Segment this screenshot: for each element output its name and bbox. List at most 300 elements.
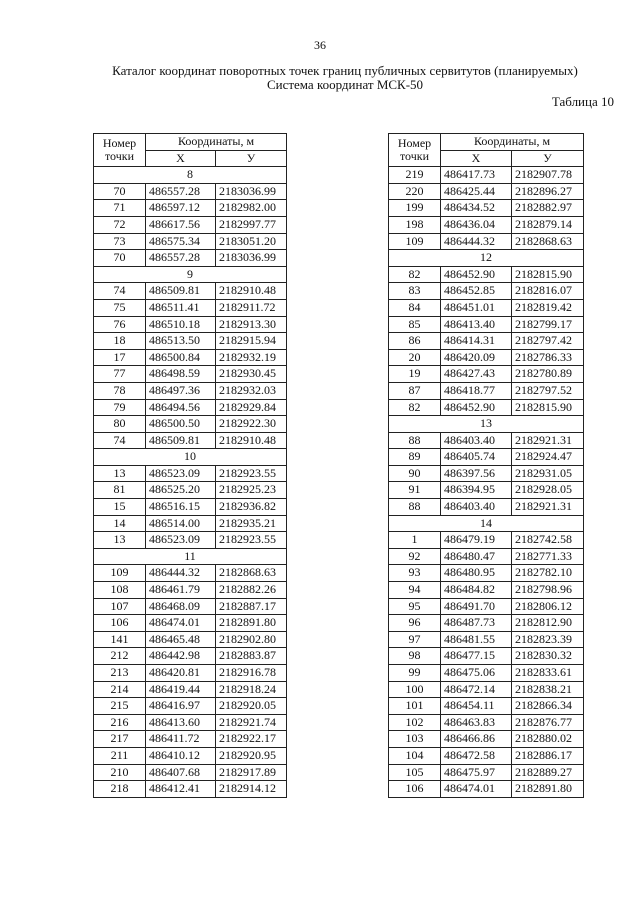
y-coordinate: 2182920.95 [216,747,287,764]
point-number: 85 [389,316,441,333]
table-row [94,233,287,250]
point-number: 86 [389,333,441,350]
x-coordinate: 486523.09 [146,465,216,482]
x-coordinate: 486451.01 [441,299,512,316]
table-row [389,781,584,798]
point-number: 211 [94,747,146,764]
y-coordinate: 2182883.87 [216,648,287,665]
point-number: 94 [389,582,441,599]
table-row [94,382,287,399]
y-coordinate: 2182798.96 [512,582,584,599]
table-row [94,582,287,599]
table-row [389,698,584,715]
x-coordinate: 486472.58 [441,747,512,764]
y-header: У [216,150,287,167]
point-number: 82 [389,266,441,283]
y-coordinate: 2182876.77 [512,714,584,731]
point-number: 109 [94,565,146,582]
point-number: 109 [389,233,441,250]
point-number: 216 [94,714,146,731]
point-number: 76 [94,316,146,333]
table-row [94,532,287,549]
point-number: 89 [389,449,441,466]
y-coordinate: 2182866.34 [512,698,584,715]
y-coordinate: 2182935.21 [216,515,287,532]
x-coordinate: 486494.56 [146,399,216,416]
point-number: 81 [94,482,146,499]
point-number-header-line2: точки [399,149,430,164]
section-number: 12 [389,250,584,267]
point-number: 103 [389,731,441,748]
point-number: 77 [94,366,146,383]
y-coordinate: 2182936.82 [216,499,287,516]
y-coordinate: 2182891.80 [512,781,584,798]
x-coordinate: 486516.15 [146,499,216,516]
table-row [94,499,287,516]
table-row [94,333,287,350]
point-number: 95 [389,598,441,615]
point-number: 219 [389,167,441,184]
x-coordinate: 486463.83 [441,714,512,731]
x-coordinate: 486500.84 [146,349,216,366]
y-coordinate: 2182742.58 [512,532,584,549]
y-coordinate: 2182920.05 [216,698,287,715]
y-coordinate: 2182930.45 [216,366,287,383]
table-row [389,283,584,300]
x-coordinate: 486525.20 [146,482,216,499]
table-row [94,764,287,781]
table-row [389,764,584,781]
table-row [94,615,287,632]
y-coordinate: 2182910.48 [216,432,287,449]
x-coordinate: 486481.55 [441,631,512,648]
x-coordinate: 486511.41 [146,299,216,316]
point-number: 17 [94,349,146,366]
y-coordinate: 2182982.00 [216,200,287,217]
point-number: 213 [94,665,146,682]
x-coordinate: 486477.15 [441,648,512,665]
table-row [389,233,584,250]
y-coordinate: 2182911.72 [216,299,287,316]
table-row [94,216,287,233]
y-coordinate: 2182931.05 [512,465,584,482]
x-coordinate: 486475.06 [441,665,512,682]
table-row [389,316,584,333]
x-coordinate: 486427.43 [441,366,512,383]
x-coordinate: 486475.97 [441,764,512,781]
x-coordinate: 486500.50 [146,416,216,433]
point-number: 199 [389,200,441,217]
point-number: 88 [389,432,441,449]
table-row [389,548,584,565]
x-coordinate: 486498.59 [146,366,216,383]
table-row [94,250,287,267]
table-row [389,631,584,648]
table-row [389,465,584,482]
point-number: 92 [389,548,441,565]
table-row [94,747,287,764]
table-row [389,681,584,698]
point-number: 100 [389,681,441,698]
y-coordinate: 2182922.30 [216,416,287,433]
table-row [94,432,287,449]
x-coordinate: 486465.48 [146,631,216,648]
x-coordinate: 486416.97 [146,698,216,715]
x-coordinate: 486468.09 [146,598,216,615]
section-number: 10 [94,449,287,466]
point-number: 220 [389,183,441,200]
x-coordinate: 486491.70 [441,598,512,615]
table-row [389,665,584,682]
section-number: 14 [389,515,584,532]
x-header: X [146,150,216,167]
table-row [94,681,287,698]
x-coordinate: 486597.12 [146,200,216,217]
point-number-header [389,134,441,167]
table-row [389,598,584,615]
y-coordinate: 2182891.80 [216,615,287,632]
x-coordinate: 486487.73 [441,615,512,632]
section-row [389,416,584,433]
x-coordinate: 486411.72 [146,731,216,748]
coordinates-table-right [388,133,584,798]
point-number: 19 [389,366,441,383]
table-row [94,698,287,715]
x-coordinate: 486410.12 [146,747,216,764]
x-coordinate: 486403.40 [441,432,512,449]
x-coordinate: 486480.47 [441,548,512,565]
point-number-header-line2: точки [104,149,135,164]
coordinates-table-left [93,133,287,798]
title-line-1: Каталог координат поворотных точек границ публичных сервитутов (планируемых) [112,63,578,78]
table-row [389,482,584,499]
x-coordinate: 486434.52 [441,200,512,217]
x-coordinate: 486442.98 [146,648,216,665]
y-coordinate: 2182882.26 [216,582,287,599]
y-coordinate: 2182887.17 [216,598,287,615]
table-row [94,200,287,217]
table-row [389,200,584,217]
table-row [94,283,287,300]
y-coordinate: 2182922.17 [216,731,287,748]
point-number: 18 [94,333,146,350]
x-coordinate: 486454.11 [441,698,512,715]
point-number: 91 [389,482,441,499]
x-coordinate: 486418.77 [441,382,512,399]
y-coordinate: 2182879.14 [512,216,584,233]
x-coordinate: 486425.44 [441,183,512,200]
y-coordinate: 2182806.12 [512,598,584,615]
y-coordinate: 2182889.27 [512,764,584,781]
x-coordinate: 486575.34 [146,233,216,250]
x-coordinate: 486510.18 [146,316,216,333]
y-coordinate: 2182924.47 [512,449,584,466]
y-coordinate: 2182830.32 [512,648,584,665]
x-coordinate: 486557.28 [146,183,216,200]
y-coordinate: 2182917.89 [216,764,287,781]
table-row [94,366,287,383]
point-number: 105 [389,764,441,781]
table-row [389,615,584,632]
point-number: 70 [94,183,146,200]
x-coordinate: 486397.56 [441,465,512,482]
table-row [94,299,287,316]
point-number: 217 [94,731,146,748]
table-row [389,499,584,516]
table-row [94,781,287,798]
table-row [389,366,584,383]
point-number: 93 [389,565,441,582]
x-coordinate: 486444.32 [441,233,512,250]
x-coordinate: 486407.68 [146,764,216,781]
y-coordinate: 2182914.12 [216,781,287,798]
table-row [94,465,287,482]
table-row [94,631,287,648]
point-number: 97 [389,631,441,648]
table-row [389,565,584,582]
y-coordinate: 2182886.17 [512,747,584,764]
x-coordinate: 486484.82 [441,582,512,599]
point-number: 212 [94,648,146,665]
point-number: 75 [94,299,146,316]
y-coordinate: 2182925.23 [216,482,287,499]
y-coordinate: 2182823.39 [512,631,584,648]
y-coordinate: 2182997.77 [216,216,287,233]
table-row [389,714,584,731]
table-row [94,648,287,665]
x-coordinate: 486497.36 [146,382,216,399]
point-number: 78 [94,382,146,399]
y-coordinate: 2182780.89 [512,366,584,383]
x-coordinate: 486472.14 [441,681,512,698]
y-coordinate: 2182921.31 [512,499,584,516]
point-number: 90 [389,465,441,482]
y-coordinate: 2182797.52 [512,382,584,399]
section-row [389,515,584,532]
x-coordinate: 486419.44 [146,681,216,698]
table-row [389,382,584,399]
x-header: X [441,150,512,167]
point-number: 71 [94,200,146,217]
table-row [389,183,584,200]
y-coordinate: 2182896.27 [512,183,584,200]
point-number: 198 [389,216,441,233]
y-coordinate: 2182833.61 [512,665,584,682]
x-coordinate: 486403.40 [441,499,512,516]
point-number: 15 [94,499,146,516]
table-row [389,449,584,466]
x-coordinate: 486417.73 [441,167,512,184]
section-row [94,449,287,466]
point-number: 214 [94,681,146,698]
point-number: 80 [94,416,146,433]
y-coordinate: 2182913.30 [216,316,287,333]
x-coordinate: 486436.04 [441,216,512,233]
x-coordinate: 486474.01 [146,615,216,632]
table-row [389,432,584,449]
table-row [389,582,584,599]
title-line-2: Система координат МСК-50 [266,77,424,92]
x-coordinate: 486509.81 [146,283,216,300]
x-coordinate: 486513.50 [146,333,216,350]
table-row [389,731,584,748]
x-coordinate: 486452.90 [441,399,512,416]
y-coordinate: 2182868.63 [216,565,287,582]
table-row [389,167,584,184]
y-coordinate: 2182921.74 [216,714,287,731]
y-coordinate: 2182786.33 [512,349,584,366]
point-number: 74 [94,283,146,300]
point-number: 14 [94,515,146,532]
y-coordinate: 2182923.55 [216,532,287,549]
y-coordinate: 2182815.90 [512,399,584,416]
x-coordinate: 486444.32 [146,565,216,582]
y-coordinate: 2182918.24 [216,681,287,698]
y-coordinate: 2182782.10 [512,565,584,582]
table-row [389,648,584,665]
x-coordinate: 486479.19 [441,532,512,549]
point-number: 107 [94,598,146,615]
x-coordinate: 486514.00 [146,515,216,532]
table-row [389,333,584,350]
table-label: Таблица 10 [551,94,614,109]
x-coordinate: 486420.09 [441,349,512,366]
point-number: 98 [389,648,441,665]
point-number: 1 [389,532,441,549]
table-row [389,266,584,283]
point-number: 13 [94,532,146,549]
y-coordinate: 2182771.33 [512,548,584,565]
table-row [389,747,584,764]
y-coordinate: 2182838.21 [512,681,584,698]
table-row [389,532,584,549]
point-number: 106 [94,615,146,632]
y-coordinate: 2182921.31 [512,432,584,449]
point-number: 101 [389,698,441,715]
y-coordinate: 2182816.07 [512,283,584,300]
x-coordinate: 486523.09 [146,532,216,549]
point-number: 106 [389,781,441,798]
y-coordinate: 2182799.17 [512,316,584,333]
section-row [94,548,287,565]
point-number: 218 [94,781,146,798]
x-coordinate: 486557.28 [146,250,216,267]
y-coordinate: 2182882.97 [512,200,584,217]
point-number: 108 [94,582,146,599]
point-number: 87 [389,382,441,399]
table-row [389,299,584,316]
x-coordinate: 486509.81 [146,432,216,449]
point-number: 84 [389,299,441,316]
y-coordinate: 2182923.55 [216,465,287,482]
point-number: 13 [94,465,146,482]
point-number-header [94,134,146,167]
x-coordinate: 486394.95 [441,482,512,499]
point-number: 104 [389,747,441,764]
x-coordinate: 486412.41 [146,781,216,798]
section-row [389,250,584,267]
y-coordinate: 2182929.84 [216,399,287,416]
point-number: 83 [389,283,441,300]
section-number: 13 [389,416,584,433]
point-number: 96 [389,615,441,632]
table-row [94,482,287,499]
x-coordinate: 486480.95 [441,565,512,582]
point-number: 88 [389,499,441,516]
table-row [94,349,287,366]
table-row [94,515,287,532]
point-number: 72 [94,216,146,233]
table-row [94,416,287,433]
y-coordinate: 2182797.42 [512,333,584,350]
x-coordinate: 486461.79 [146,582,216,599]
point-number: 210 [94,764,146,781]
coordinates-header: Координаты, м [146,134,287,151]
section-number: 11 [94,548,287,565]
table-row [94,316,287,333]
y-coordinate: 2182932.03 [216,382,287,399]
point-number: 215 [94,698,146,715]
y-coordinate: 2182819.42 [512,299,584,316]
table-row [94,731,287,748]
x-coordinate: 486474.01 [441,781,512,798]
table-row [94,565,287,582]
x-coordinate: 486452.90 [441,266,512,283]
point-number-header-line1: Номер [397,136,432,151]
y-coordinate: 2182916.78 [216,665,287,682]
table-row [389,399,584,416]
y-coordinate: 2182868.63 [512,233,584,250]
point-number: 74 [94,432,146,449]
section-number: 8 [94,167,287,184]
header-row [389,134,584,151]
point-number: 20 [389,349,441,366]
document-title [60,64,630,92]
y-coordinate: 2182812.90 [512,615,584,632]
y-coordinate: 2182880.02 [512,731,584,748]
y-coordinate: 2182902.80 [216,631,287,648]
point-number: 102 [389,714,441,731]
y-coordinate: 2182915.94 [216,333,287,350]
x-coordinate: 486466.86 [441,731,512,748]
point-number: 73 [94,233,146,250]
table-row [94,183,287,200]
y-coordinate: 2182932.19 [216,349,287,366]
table-row [94,598,287,615]
header-row [94,134,287,151]
x-coordinate: 486405.74 [441,449,512,466]
table-row [94,399,287,416]
y-coordinate: 2183051.20 [216,233,287,250]
y-coordinate: 2183036.99 [216,250,287,267]
table-row [389,349,584,366]
page-number: 36 [314,38,326,52]
section-number: 9 [94,266,287,283]
point-number: 141 [94,631,146,648]
y-coordinate: 2182907.78 [512,167,584,184]
y-coordinate: 2182910.48 [216,283,287,300]
x-coordinate: 486617.56 [146,216,216,233]
point-number: 99 [389,665,441,682]
point-number-header-line1: Номер [102,136,137,151]
table-row [94,714,287,731]
x-coordinate: 486414.31 [441,333,512,350]
point-number: 70 [94,250,146,267]
point-number: 82 [389,399,441,416]
section-row [94,167,287,184]
table-row [389,216,584,233]
x-coordinate: 486420.81 [146,665,216,682]
